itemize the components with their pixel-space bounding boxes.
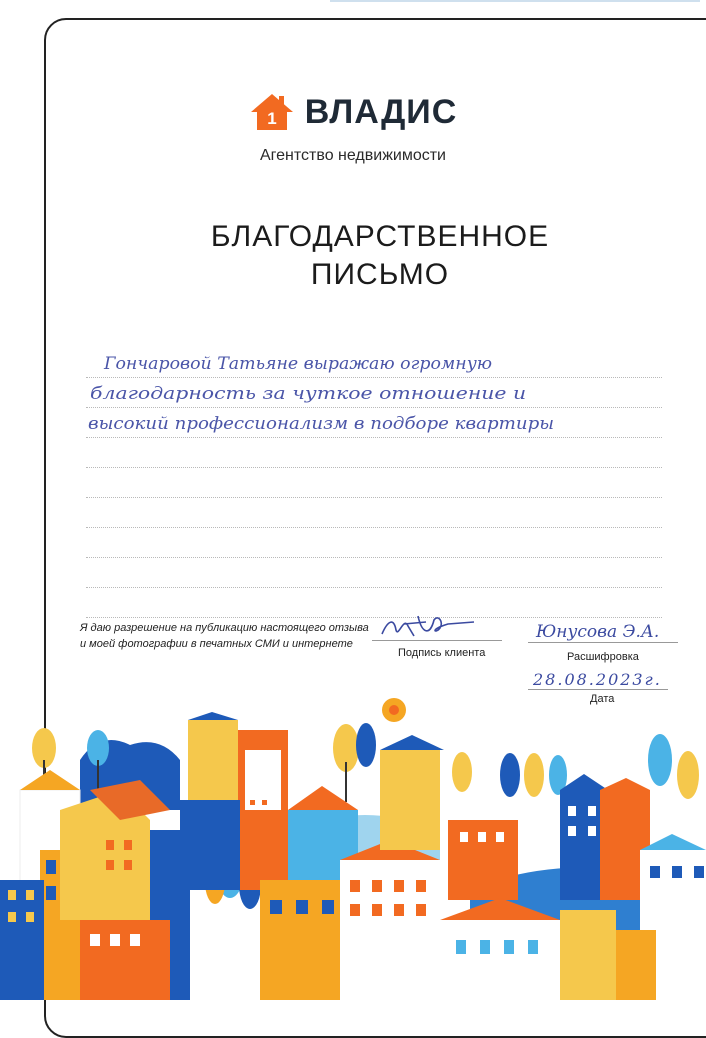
title-line-1: БЛАГОДАРСТВЕННОЕ <box>210 220 550 253</box>
handwritten-text: высокий профессионализм в подборе квартиры <box>88 414 555 434</box>
brand-subtitle: Агентство недвижимости <box>260 147 446 164</box>
date-value: 28.08.2023г. <box>533 670 662 689</box>
letter-body <box>86 348 662 618</box>
client-signature-scribble <box>378 612 478 642</box>
consent-line-2: и моей фотографии в печатных СМИ и интернете <box>80 638 353 650</box>
title-line-2: ПИСЬМО <box>310 258 450 291</box>
top-edge-mark <box>330 0 700 2</box>
letter-line <box>86 468 662 498</box>
handwritten-text: благодарность за чуткое отношение и <box>90 384 527 404</box>
document-title <box>0 218 706 294</box>
city-illustration <box>0 690 706 1000</box>
letter-line <box>86 438 662 468</box>
brand-name: ВЛАДИС <box>304 92 458 131</box>
client-signature-line <box>372 640 502 641</box>
logo-digit: 1 <box>266 109 277 128</box>
house-logo-icon <box>249 92 295 132</box>
consent-text <box>80 620 369 652</box>
decode-signature-value: Юнусова Э.А. <box>536 622 660 642</box>
date-label: Дата <box>590 693 615 705</box>
decode-line <box>528 642 678 643</box>
letter-line <box>86 588 662 618</box>
letter-line <box>86 408 662 438</box>
brand-header <box>0 92 706 137</box>
client-signature-label: Подпись клиента <box>398 647 486 659</box>
letter-line <box>86 558 662 588</box>
decode-label: Расшифровка <box>567 651 639 663</box>
handwritten-text: Гончаровой Татьяне выражаю огромную <box>104 354 493 374</box>
consent-line-1: Я даю разрешение на публикацию настоящего отзыва <box>80 622 369 634</box>
letter-line <box>86 378 662 408</box>
letter-line <box>86 528 662 558</box>
letter-line <box>86 498 662 528</box>
letter-line <box>86 348 662 378</box>
